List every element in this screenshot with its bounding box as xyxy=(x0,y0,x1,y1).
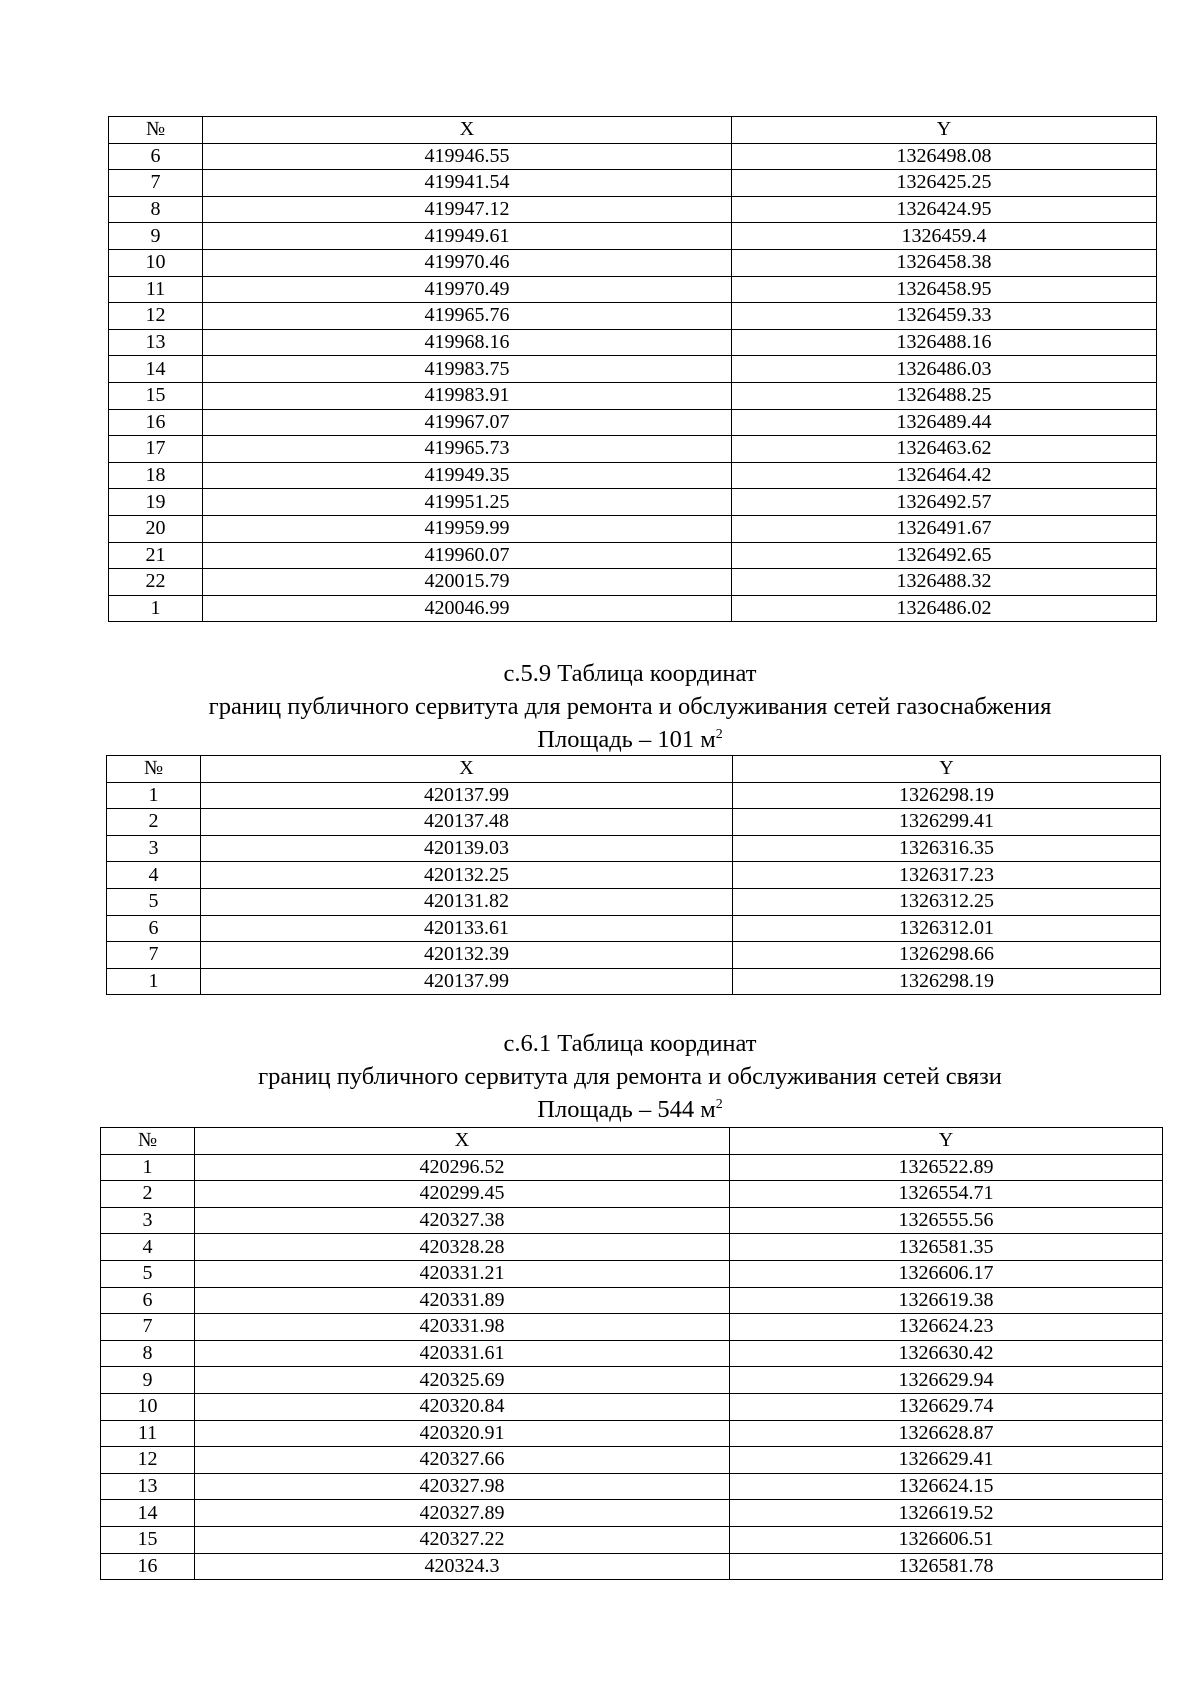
cell-number: 12 xyxy=(109,303,203,330)
cell-number: 1 xyxy=(107,782,201,809)
cell-y: 1326619.38 xyxy=(730,1287,1163,1314)
cell-number: 14 xyxy=(109,356,203,383)
cell-number: 6 xyxy=(107,915,201,942)
cell-number: 10 xyxy=(109,249,203,276)
cell-x: 419947.12 xyxy=(203,196,732,223)
table-row xyxy=(101,1526,1163,1553)
cell-y: 1326486.02 xyxy=(732,595,1157,622)
table-row xyxy=(101,1473,1163,1500)
cell-x: 420331.98 xyxy=(195,1314,730,1341)
table-row xyxy=(101,1340,1163,1367)
cell-y: 1326629.94 xyxy=(730,1367,1163,1394)
cell-number: 7 xyxy=(101,1314,195,1341)
cell-x: 420327.89 xyxy=(195,1500,730,1527)
cell-y: 1326606.51 xyxy=(730,1526,1163,1553)
table-row xyxy=(109,595,1157,622)
cell-number: 1 xyxy=(109,595,203,622)
cell-x: 419965.76 xyxy=(203,303,732,330)
table-row xyxy=(107,862,1161,889)
cell-number: 3 xyxy=(101,1207,195,1234)
cell-x: 419949.35 xyxy=(203,462,732,489)
cell-number: 1 xyxy=(107,968,201,995)
cell-x: 419983.91 xyxy=(203,382,732,409)
cell-number: 19 xyxy=(109,489,203,516)
cell-number: 9 xyxy=(109,223,203,250)
coordinates-table-communications xyxy=(100,1127,1163,1580)
col-header-x: X xyxy=(203,117,732,144)
cell-number: 11 xyxy=(109,276,203,303)
cell-y: 1326554.71 xyxy=(730,1181,1163,1208)
cell-x: 419970.49 xyxy=(203,276,732,303)
cell-number: 12 xyxy=(101,1447,195,1474)
cell-number: 5 xyxy=(101,1260,195,1287)
cell-y: 1326491.67 xyxy=(732,515,1157,542)
cell-x: 420331.61 xyxy=(195,1340,730,1367)
table-row xyxy=(109,515,1157,542)
table-row xyxy=(101,1314,1163,1341)
cell-y: 1326624.23 xyxy=(730,1314,1163,1341)
cell-number: 4 xyxy=(101,1234,195,1261)
cell-y: 1326488.25 xyxy=(732,382,1157,409)
table-header-row xyxy=(107,756,1161,783)
table-row xyxy=(107,809,1161,836)
cell-number: 14 xyxy=(101,1500,195,1527)
cell-y: 1326464.42 xyxy=(732,462,1157,489)
cell-x: 420320.91 xyxy=(195,1420,730,1447)
table-row xyxy=(109,249,1157,276)
table-row xyxy=(101,1260,1163,1287)
col-header-number: № xyxy=(101,1128,195,1155)
cell-number: 18 xyxy=(109,462,203,489)
table-row xyxy=(109,409,1157,436)
cell-x: 420046.99 xyxy=(203,595,732,622)
cell-x: 420327.98 xyxy=(195,1473,730,1500)
cell-x: 419983.75 xyxy=(203,356,732,383)
caption-subtitle: границ публичного сервитута для ремонта и обслуживания сетей связи xyxy=(258,1063,1002,1090)
cell-y: 1326628.87 xyxy=(730,1420,1163,1447)
cell-x: 419967.07 xyxy=(203,409,732,436)
table-row xyxy=(101,1154,1163,1181)
cell-x: 420327.22 xyxy=(195,1526,730,1553)
table-row xyxy=(101,1207,1163,1234)
cell-x: 419946.55 xyxy=(203,143,732,170)
cell-number: 1 xyxy=(101,1154,195,1181)
cell-x: 420299.45 xyxy=(195,1181,730,1208)
cell-y: 1326425.25 xyxy=(732,170,1157,197)
cell-number: 15 xyxy=(101,1526,195,1553)
col-header-x: X xyxy=(195,1128,730,1155)
caption-area-text: Площадь – 544 м xyxy=(537,1096,716,1123)
table-row xyxy=(109,489,1157,516)
cell-y: 1326629.74 xyxy=(730,1393,1163,1420)
table-row xyxy=(101,1287,1163,1314)
table-row xyxy=(101,1553,1163,1580)
table-row xyxy=(101,1500,1163,1527)
table-row xyxy=(101,1393,1163,1420)
table-row xyxy=(109,303,1157,330)
cell-number: 3 xyxy=(107,835,201,862)
table-row xyxy=(109,356,1157,383)
cell-x: 419960.07 xyxy=(203,542,732,569)
cell-number: 6 xyxy=(101,1287,195,1314)
cell-x: 419959.99 xyxy=(203,515,732,542)
table-header-row xyxy=(109,117,1157,144)
cell-y: 1326619.52 xyxy=(730,1500,1163,1527)
cell-number: 22 xyxy=(109,569,203,596)
col-header-y: Y xyxy=(730,1128,1163,1155)
cell-number: 15 xyxy=(109,382,203,409)
table-row xyxy=(101,1234,1163,1261)
cell-number: 7 xyxy=(107,942,201,969)
cell-x: 419970.46 xyxy=(203,249,732,276)
cell-y: 1326458.95 xyxy=(732,276,1157,303)
table-row xyxy=(109,569,1157,596)
cell-y: 1326606.17 xyxy=(730,1260,1163,1287)
cell-number: 4 xyxy=(107,862,201,889)
cell-x: 420320.84 xyxy=(195,1393,730,1420)
cell-y: 1326312.01 xyxy=(733,915,1161,942)
cell-y: 1326629.41 xyxy=(730,1447,1163,1474)
cell-y: 1326488.32 xyxy=(732,569,1157,596)
cell-y: 1326630.42 xyxy=(730,1340,1163,1367)
cell-x: 420296.52 xyxy=(195,1154,730,1181)
cell-x: 420137.99 xyxy=(201,968,733,995)
cell-y: 1326459.4 xyxy=(732,223,1157,250)
table-row xyxy=(109,223,1157,250)
table-row xyxy=(107,915,1161,942)
cell-y: 1326498.08 xyxy=(732,143,1157,170)
table-row xyxy=(109,143,1157,170)
cell-y: 1326312.25 xyxy=(733,888,1161,915)
cell-number: 10 xyxy=(101,1393,195,1420)
cell-number: 8 xyxy=(101,1340,195,1367)
table-row xyxy=(109,170,1157,197)
cell-x: 420133.61 xyxy=(201,915,733,942)
cell-y: 1326463.62 xyxy=(732,436,1157,463)
caption-subtitle: границ публичного сервитута для ремонта и обслуживания сетей газоснабжения xyxy=(208,693,1052,720)
cell-x: 419951.25 xyxy=(203,489,732,516)
cell-y: 1326492.65 xyxy=(732,542,1157,569)
table-row xyxy=(109,276,1157,303)
cell-y: 1326581.35 xyxy=(730,1234,1163,1261)
table-row xyxy=(109,382,1157,409)
coordinates-table-gas xyxy=(106,755,1161,995)
cell-x: 420132.39 xyxy=(201,942,733,969)
cell-x: 420131.82 xyxy=(201,888,733,915)
cell-number: 8 xyxy=(109,196,203,223)
table-row xyxy=(109,329,1157,356)
table-row xyxy=(107,888,1161,915)
caption-area-text: Площадь – 101 м xyxy=(537,726,716,753)
cell-y: 1326458.38 xyxy=(732,249,1157,276)
table-caption-gas xyxy=(0,657,1200,756)
cell-number: 13 xyxy=(101,1473,195,1500)
cell-number: 9 xyxy=(101,1367,195,1394)
cell-y: 1326555.56 xyxy=(730,1207,1163,1234)
table-row xyxy=(109,542,1157,569)
table-row xyxy=(109,462,1157,489)
table-row xyxy=(101,1181,1163,1208)
table-row xyxy=(107,942,1161,969)
table-row xyxy=(107,968,1161,995)
caption-area-superscript: 2 xyxy=(715,1097,723,1112)
table-header-row xyxy=(101,1128,1163,1155)
cell-y: 1326298.19 xyxy=(733,968,1161,995)
cell-y: 1326298.66 xyxy=(733,942,1161,969)
cell-x: 420328.28 xyxy=(195,1234,730,1261)
cell-number: 11 xyxy=(101,1420,195,1447)
cell-y: 1326317.23 xyxy=(733,862,1161,889)
cell-x: 420325.69 xyxy=(195,1367,730,1394)
col-header-x: X xyxy=(201,756,733,783)
cell-x: 419941.54 xyxy=(203,170,732,197)
cell-x: 420327.38 xyxy=(195,1207,730,1234)
cell-x: 420137.48 xyxy=(201,809,733,836)
caption-area-superscript: 2 xyxy=(715,727,723,742)
table-row xyxy=(101,1447,1163,1474)
cell-number: 21 xyxy=(109,542,203,569)
cell-x: 420331.89 xyxy=(195,1287,730,1314)
cell-y: 1326581.78 xyxy=(730,1553,1163,1580)
table-row xyxy=(107,835,1161,862)
cell-y: 1326298.19 xyxy=(733,782,1161,809)
col-header-number: № xyxy=(107,756,201,783)
cell-x: 420137.99 xyxy=(201,782,733,809)
cell-x: 420132.25 xyxy=(201,862,733,889)
cell-y: 1326624.15 xyxy=(730,1473,1163,1500)
cell-y: 1326459.33 xyxy=(732,303,1157,330)
cell-y: 1326424.95 xyxy=(732,196,1157,223)
table-row xyxy=(107,782,1161,809)
table-row xyxy=(101,1420,1163,1447)
cell-x: 419968.16 xyxy=(203,329,732,356)
caption-title: с.5.9 Таблица координат xyxy=(503,660,757,687)
cell-number: 2 xyxy=(101,1181,195,1208)
cell-x: 420327.66 xyxy=(195,1447,730,1474)
cell-x: 420015.79 xyxy=(203,569,732,596)
cell-y: 1326489.44 xyxy=(732,409,1157,436)
cell-number: 17 xyxy=(109,436,203,463)
table-row xyxy=(109,436,1157,463)
cell-x: 419965.73 xyxy=(203,436,732,463)
cell-y: 1326522.89 xyxy=(730,1154,1163,1181)
col-header-y: Y xyxy=(733,756,1161,783)
cell-number: 13 xyxy=(109,329,203,356)
cell-number: 20 xyxy=(109,515,203,542)
cell-y: 1326492.57 xyxy=(732,489,1157,516)
cell-x: 420331.21 xyxy=(195,1260,730,1287)
cell-number: 16 xyxy=(109,409,203,436)
cell-number: 7 xyxy=(109,170,203,197)
caption-area xyxy=(0,723,1200,756)
cell-x: 420139.03 xyxy=(201,835,733,862)
cell-x: 419949.61 xyxy=(203,223,732,250)
cell-y: 1326299.41 xyxy=(733,809,1161,836)
cell-number: 2 xyxy=(107,809,201,836)
table-row xyxy=(109,196,1157,223)
cell-y: 1326486.03 xyxy=(732,356,1157,383)
caption-title: с.6.1 Таблица координат xyxy=(503,1030,757,1057)
cell-number: 6 xyxy=(109,143,203,170)
cell-number: 16 xyxy=(101,1553,195,1580)
col-header-number: № xyxy=(109,117,203,144)
cell-number: 5 xyxy=(107,888,201,915)
caption-area xyxy=(0,1093,1200,1126)
coordinates-table-continued xyxy=(108,116,1157,622)
col-header-y: Y xyxy=(732,117,1157,144)
cell-y: 1326488.16 xyxy=(732,329,1157,356)
table-row xyxy=(101,1367,1163,1394)
cell-y: 1326316.35 xyxy=(733,835,1161,862)
table-caption-communications xyxy=(0,1027,1200,1126)
cell-x: 420324.3 xyxy=(195,1553,730,1580)
